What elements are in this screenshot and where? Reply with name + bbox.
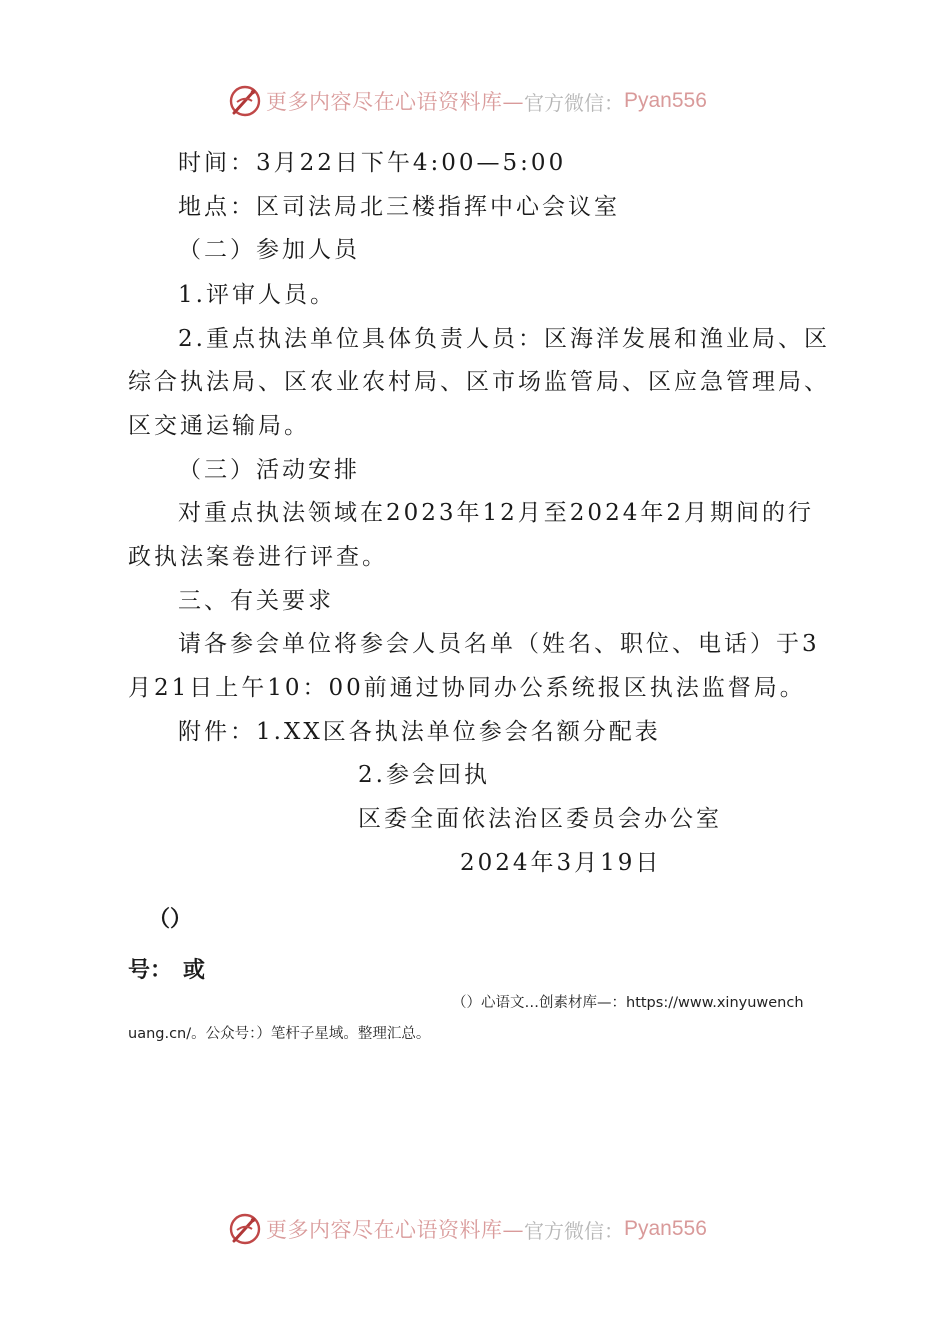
hao-huo-fragment: 号： 或 <box>128 958 206 983</box>
section-participants-heading: （二）参加人员 <box>178 237 360 263</box>
requirement-line-1: 请各参会单位将参会人员名单（姓名、职位、电话）于3 <box>178 631 820 657</box>
header-banner <box>228 84 707 118</box>
footer-banner <box>228 1212 707 1246</box>
banner-wechat-label: 官方微信： <box>524 90 624 115</box>
banner-wechat-id: Pyan556 <box>624 1217 707 1240</box>
pen-logo-icon <box>228 1212 262 1246</box>
banner-text: 更多内容尽在心语资料库— <box>266 90 524 114</box>
footer-note-line-2: uang.cn/。公众号：）笔杆子星域。整理汇总。 <box>128 1026 431 1042</box>
place-line: 地点：区司法局北三楼指挥中心会议室 <box>178 194 620 220</box>
activity-line-2: 政执法案卷进行评查。 <box>128 544 388 570</box>
banner-text: 更多内容尽在心语资料库— <box>266 1218 524 1242</box>
banner-wechat-label: 官方微信： <box>524 1218 624 1243</box>
attachment-item-1: 附件：1.XX区各执法单位参会名额分配表 <box>178 719 661 745</box>
paren-fragment: （） <box>148 907 193 932</box>
participant-item-2-line-1: 2.重点执法单位具体负责人员：区海洋发展和渔业局、区 <box>178 326 830 352</box>
requirement-line-2: 月21日上午10：00前通过协同办公系统报区执法监督局。 <box>128 675 806 701</box>
signature-date: 2024年3月19日 <box>460 850 662 876</box>
participant-item-2-line-2: 综合执法局、区农业农村局、区市场监管局、区应急管理局、 <box>128 369 830 395</box>
time-line: 时间：3月22日下午4:00—5:00 <box>178 150 567 176</box>
participant-item-1: 1.评审人员。 <box>178 282 336 308</box>
attachment-item-2: 2.参会回执 <box>358 762 490 788</box>
footer-note-line-1: （）心语文…创素材库—：https://www.xinyuwench <box>452 995 804 1011</box>
section-requirements-heading: 三、有关要求 <box>178 588 334 614</box>
banner-wechat-id: Pyan556 <box>624 89 707 112</box>
signature-organization: 区委全面依法治区委员会办公室 <box>358 806 722 832</box>
activity-line-1: 对重点执法领域在2023年12月至2024年2月期间的行 <box>178 500 814 526</box>
pen-logo-icon <box>228 84 262 118</box>
participant-item-2-line-3: 区交通运输局。 <box>128 413 310 439</box>
section-activity-heading: （三）活动安排 <box>178 457 360 483</box>
